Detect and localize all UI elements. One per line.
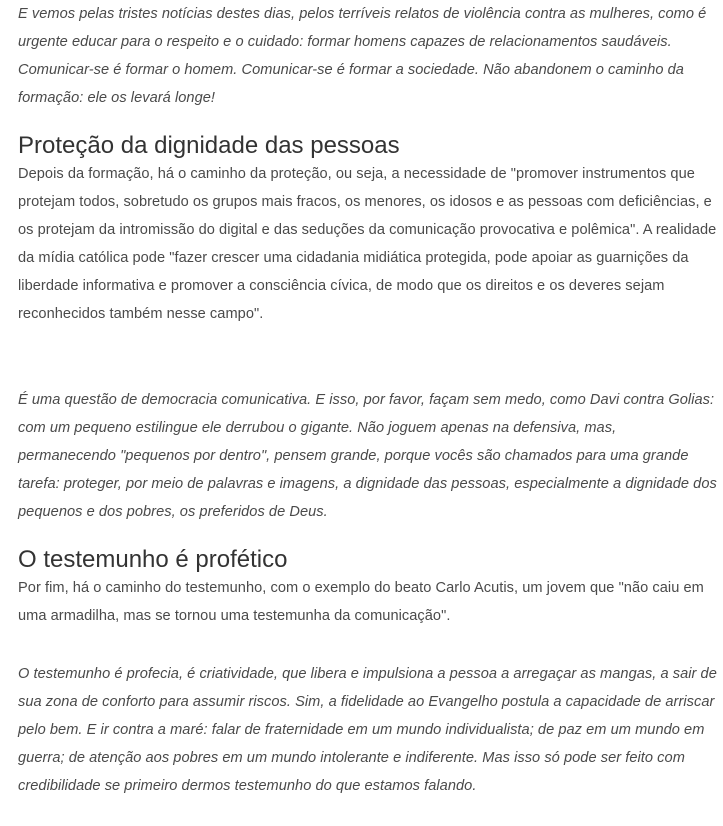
paragraph-formation-closing: E vemos pelas tristes notícias destes dias, pelos terríveis relatos de violência contra as mulheres, como é urgente educar para o respeito e o cuidado: formar homens capazes de relacionamentos saudáveis. Comunicar-se é formar o homem. Comunicar-se é formar a sociedade. Não abandonem o caminho da formação: ele os levará longe! [18,6,707,106]
section-heading-protection: Proteção da dignidade das pessoas [18,132,400,159]
paragraph-protection: Depois da formação, há o caminho da proteção, ou seja, a necessidade de "promover instrumentos que protejam todos, sobretudo os grupos mais fracos, os menores, os idosos e as pessoas com deficiências, e os protejam da intromissão do digital e das seduções da comunicação provocativa e polêmica". A realidade da mídia católica pode "fazer crescer uma cidadania midiática protegida, pode apoiar as guarnições da liberdade informativa e promover a consciência cívica, de modo que os direitos e os deveres sejam reconhecidos também nesse campo". [18,166,717,322]
paragraph-testimony: Por fim, há o caminho do testemunho, com o exemplo do beato Carlo Acutis, um jovem que "não caiu em uma armadilha, mas se tornou uma testemunha da comunicação". [18,580,704,624]
paragraph-prophecy: O testemunho é profecia, é criatividade, que libera e impulsiona a pessoa a arregaçar as mangas, a sair de sua zona de conforto para assumir riscos. Sim, a fidelidade ao Evangelho postula a capacidade de arriscar pelo bem. E ir contra a maré: falar de fraternidade em um mundo individualista; de paz em um mundo em guerra; de atenção aos pobres em um mundo intolerante e indiferente. Mas isso só pode ser feito com credibilidade se primeiro dermos testemunho do que estamos falando. [18,666,717,794]
paragraph-democracy: É uma questão de democracia comunicativa. E isso, por favor, façam sem medo, como Davi contra Golias: com um pequeno estilingue ele derrubou o gigante. Não joguem apenas na defensiva, mas, permanecendo "pequenos por dentro", pensem grande, porque vocês são chamados para uma grande tarefa: proteger, por meio de palavras e imagens, a dignidade das pessoas, especialmente a dignidade dos pequenos e dos pobres, os preferidos de Deus. [18,392,717,520]
section-heading-testimony: O testemunho é profético [18,546,288,573]
